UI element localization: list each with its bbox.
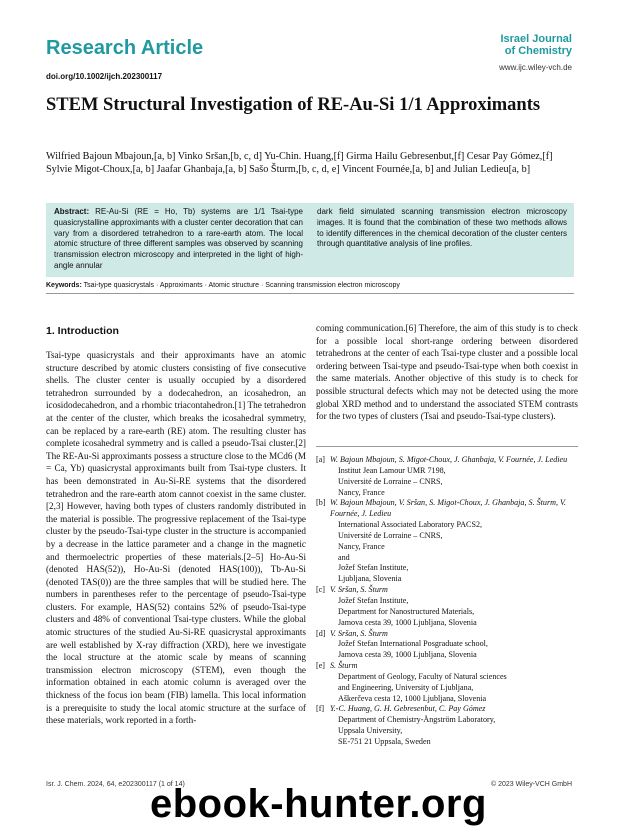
affiliation-names: W. Bajoun Mbajoun, V. Sršan, S. Migot-Choux, J. Ghanbaja, S. Šturm, V. Fournée, J. Ledieu (330, 498, 566, 519)
affiliation-tag: [c] (316, 585, 325, 595)
affiliation-names: Y.-C. Huang, G. H. Gebresenbut, C. Pay Gómez (330, 704, 486, 714)
affiliation-body (330, 455, 578, 498)
section-heading: 1. Introduction (46, 325, 119, 337)
journal-url[interactable]: www.ijc.wiley-vch.de (499, 63, 572, 72)
affiliation-body (330, 629, 578, 662)
affiliation-divider (316, 446, 578, 447)
intro-right-column (316, 322, 578, 423)
affiliation-line: Jožef Stefan International Posgraduate school, (338, 639, 488, 649)
affiliation-entry (316, 629, 578, 662)
affiliation-line: Department for Nanostructured Materials, (338, 606, 475, 616)
affiliation-line: SE-751 21 Uppsala, Sweden (338, 736, 431, 746)
affiliation-body (330, 585, 578, 628)
affiliation-tag: [a] (316, 455, 325, 464)
abstract-label: Abstract: (54, 207, 90, 216)
journal-logo (500, 33, 572, 57)
affiliation-line: Jožef Stefan Institute, (338, 563, 409, 573)
affiliation-entry (316, 704, 578, 747)
affiliation-line: International Associated Laboratory PACS2, (338, 520, 483, 530)
affiliation-names: S. Šturm (330, 661, 358, 671)
affiliation-line: Université de Lorraine – CNRS, (338, 530, 443, 540)
affiliation-line: Ljubljana, Slovenia (338, 574, 402, 584)
affiliation-line: Uppsala University, (338, 726, 403, 736)
affiliation-line: Jamova cesta 39, 1000 Ljubljana, Slovenia (338, 617, 477, 627)
footer-copyright: © 2023 Wiley-VCH GmbH (490, 781, 572, 788)
doi-link[interactable]: doi.org/10.1002/ijch.202300117 (46, 72, 163, 81)
affiliation-line: Aškerčeva cesta 12, 1000 Ljubljana, Slovenia (338, 693, 487, 703)
intro-left-column (46, 349, 306, 727)
intro-right-text: coming communication.[6] Therefore, the aim of this study is to check for a possible local short-range ordering between disordered tetrahedrons at the center of each Tsai-type cluster and a possible local ordering between Tsai-type and pseudo-Tsai-type when both coexist in the same materials. Another objective of this study is to check for possible structural defects which may not be detected using the more global XRD method and to understand the associated STEM contrasts for the two types of clusters (Tsai and pseudo-Tsai-type clusters). (316, 323, 578, 422)
affiliation-names: V. Sršan, S. Šturm (330, 585, 388, 595)
affiliation-entry (316, 498, 578, 585)
abstract-left-text: RE-Au-Si (RE = Ho, Tb) systems are 1/1 Tsai-type quasicrystalline approximants with a cluster center decoration that can vary from a disordered tetrahedron to a rare-earth atom. The local atomic structure of three different samples was observed by scanning transmission electron microscopy and interpreted in the light of high-angle annular (54, 207, 303, 270)
affiliation-entry (316, 455, 578, 498)
intro-left-text: Tsai-type quasicrystals and their approximants have an atomic structure described by atomic clusters consisting of five consecutive shells. The cluster center is usually occupied by a disordered tetrahedron surrounded by a dodecahedron, an icosahedron, an icosidodecahedron, and a rhombic triacontahedron.[1] The tetrahedron at the center of the cluster, which breaks the icosahedral symmetry, can be replaced by a rare-earth (RE) atom. The resulting cluster has complete icosahedral symmetry and is called a pseudo-Tsai cluster.[2] The RE-Au-Si approximants possess a structure close to the MCd6 (M = Ca, Yb) quasicrystal approximants built from Tsai-type clusters. It has been demonstrated in Au-Si-RE systems that the disordered tetrahedron and the rare-earth atom cannot coexist in the same cluster.[2,3] However, having both types of clusters randomly distributed in the material is possible. The progressive replacement of the Tsai-type cluster by the pseudo-Tsai-type cluster in the structure is accompanied by a decrease in the lattice parameter and a change in the magnetic and thermoelectric properties of these materials.[2–5] Ho-Au-Si (denoted HAS(52)), Ho-Au-Si (denoted HAS(100)), Tb-Au-Si (denoted TAS(0)) are the three samples that will be studied here. The numbers in parentheses refer to the percentage of pseudo-Tsai-type clusters. For example, HAS(52) contains 52% of pseudo-Tsai-type clusters and 48% of conventional Tsai-type clusters. While the global atomic structures of the studied Au-Si-RE quasicrystal approximants are well established by X-ray diffraction (XRD), here we investigate the local structure at the atomic scale by means of scanning transmission electron microscopy (STEM), even though the information obtained in each atomic column is averaged over the thickness of the focus ion beam (FIB) lamella. This local information is a prerequisite to study the local atomic structure at the surface of these materials, work reported in a forth- (46, 350, 306, 726)
affiliation-line: Jožef Stefan Institute, (338, 595, 409, 605)
affiliation-entry (316, 661, 578, 704)
keywords (46, 282, 574, 294)
affiliation-entry (316, 585, 578, 628)
affiliation-line: Nancy, France (338, 487, 385, 497)
abstract-left-column (54, 207, 303, 272)
footer-citation: Isr. J. Chem. 2024, 64, e202300117 (1 of 14) (46, 781, 185, 788)
affiliation-line: and Engineering, University of Ljubljana, (338, 682, 474, 692)
affiliation-body (330, 661, 578, 704)
authors-line-1: Wilfried Bajoun Mbajoun,[a, b] Vinko Sršan,[b, c, d] Yu-Chin. Huang,[f] Girma Hailu Gebresenbut,[f] Cesar Pay Gómez,[f] (46, 151, 553, 162)
abstract-box (46, 203, 574, 277)
keywords-text: Tsai-type quasicrystals · Approximants · Atomic structure · Scanning transmission electron microscopy (83, 282, 400, 289)
journal-name-line2: of Chemistry (504, 45, 572, 57)
affiliation-body (330, 498, 578, 585)
affiliations (316, 455, 578, 748)
journal-name-line1: Israel Journal (500, 33, 572, 45)
affiliation-line: Institut Jean Lamour UMR 7198, (338, 465, 446, 475)
abstract-right-column: dark field simulated scanning transmission electron microscopy images. It is found that the combination of these two methods allows to identify differences in the chemical decoration of the cluster centers through quantitative analysis of line profiles. (317, 207, 567, 249)
affiliation-tag: [e] (316, 661, 325, 671)
affiliation-tag: [d] (316, 628, 326, 638)
affiliation-line: Jamova cesta 39, 1000 Ljubljana, Slovenia (338, 650, 477, 660)
affiliation-body (330, 704, 578, 747)
affiliation-line: Nancy, France (338, 541, 385, 551)
article-type: Research Article (46, 37, 204, 59)
affiliation-line: Department of Chemistry-Ångström Laboratory, (338, 715, 496, 725)
authors-line-2: Sylvie Migot-Choux,[a, b] Jaafar Ghanbaja,[a, b] Sašo Šturm,[b, c, d, e] Vincent Fournée,[a, b] and Julian Ledieu[a, b] (46, 163, 531, 175)
affiliation-tag: [f] (316, 704, 325, 714)
affiliation-line: Université de Lorraine – CNRS, (338, 476, 443, 486)
affiliation-line: Department of Geology, Faculty of Natural sciences (338, 671, 507, 681)
affiliation-names: V. Sršan, S. Šturm (330, 628, 388, 638)
affiliation-tag: [b] (316, 498, 326, 508)
affiliation-line: and (338, 552, 350, 562)
paper-title: STEM Structural Investigation of RE-Au-Si 1/1 Approximants (46, 95, 541, 115)
keywords-label: Keywords: (46, 282, 82, 289)
affiliation-names: W. Bajoun Mbajoun, S. Migot-Choux, J. Ghanbaja, V. Fournée, J. Ledieu (330, 455, 568, 464)
author-list (46, 151, 586, 176)
watermark: ebook-hunter.org (150, 782, 487, 826)
